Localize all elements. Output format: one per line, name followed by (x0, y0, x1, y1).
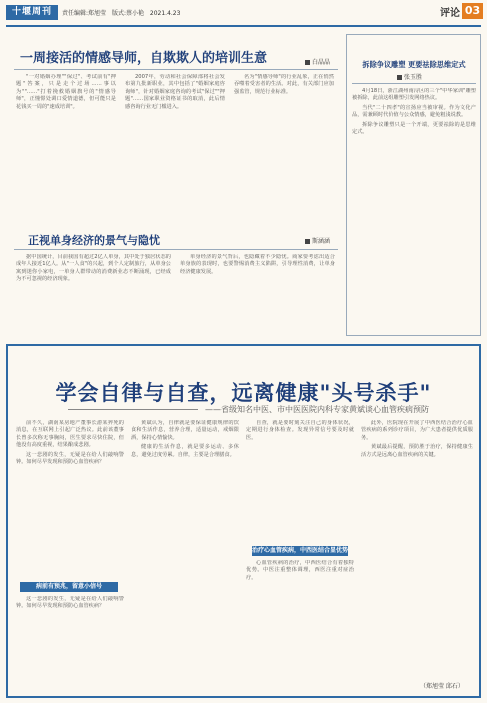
feature-subtitle: ——省级知名中医、市中医医院内科专家黄斌谈心血管疾病预防 (205, 405, 429, 414)
feature-byline: （郑旭莹 邱石） (420, 683, 464, 690)
article1-col3 (234, 74, 334, 222)
article1-para: 2007年，劳动和社会保障部将社会发布第九批新职业，其中包括了"婚姻家庭咨询师"，针对婚姻家庭咨询的考试"保过""押题"……国家职业资格证书的取消，此后情感咨询行业无门槛进入。 (125, 74, 225, 110)
feature-para: 黄斌最后提醒，预防胜于治疗，保持健康生活方式是远离心血管疾病的关键。 (361, 444, 473, 458)
article2-title-rule (14, 249, 338, 250)
feature-col1 (16, 420, 124, 580)
masthead (0, 0, 487, 24)
page-number: 03 (462, 3, 483, 19)
masthead-divider (6, 25, 481, 27)
article1-byline-text: 白晶晶 (312, 59, 331, 66)
article2-col1 (16, 254, 171, 338)
feature-para: 这一悲剧的发生，无疑是在给人们敲响警钟。如何尽早发现和预防心血管疾病？ (16, 451, 124, 466)
sidebar-byline-text: 张玉胜 (404, 74, 423, 81)
sidebar-title-rule (352, 83, 476, 84)
feature-para: 黄斌认为，自律就是要保证健康规律的饮食和生活作息，营养合理，适量运动，戒烟限酒，保持心情愉快。 (131, 420, 239, 441)
issue-date: 2021.4.23 (149, 10, 181, 17)
feature-title: 学会自律与自查，远离健康"头号杀手" (55, 381, 432, 405)
article2-byline-text: 斯涵涵 (312, 238, 331, 245)
feature-col2 (131, 420, 239, 692)
sidebar-para: 拆除争议雕塑只是一个开端，更要祛除的是思维定式。 (352, 121, 476, 136)
feature-para: 自查，就是要时刻关注自己的身体状况，定期进行身体检查。发现异常信号要及时就医。 (246, 420, 354, 441)
article2-byline (305, 236, 330, 245)
article1-col1 (16, 74, 116, 222)
section-name: 评论 (440, 8, 460, 19)
sidebar-title: 拆除争议雕塑 更要祛除思维定式 (362, 60, 466, 69)
feature-para: 心血管疾病的治疗，中西医结合有着独特优势。中医注重整体调理，西医注重对症治疗。 (246, 560, 354, 581)
article2-para: 单身经济的景气背后，也隐藏着不少隐忧。商家要考虑出适合单身族的表现时，也要警惕消费主义陷阱，引导理性消费，让单身经济健康发展。 (180, 254, 335, 275)
feature-col3-lower (246, 560, 354, 692)
article1-title-rule (14, 69, 338, 70)
article1-byline (305, 57, 330, 66)
issue-meta (62, 8, 184, 17)
article2-title: 正视单身经济的景气与隐忧 (28, 234, 160, 247)
byline-square-icon (305, 239, 310, 244)
feature-subtitle-rule (68, 409, 198, 410)
feature-crosshead-2: 治疗心血管疾病，中西医结合显优势 (252, 547, 349, 554)
byline-square-icon (305, 60, 310, 65)
article2-para: 据中国统计，目前我国有超过2亿人单身，其中处于独居状态的成年人接近1亿人。从"一人食"的兴起，到个人定制旅行，从单身公寓到迷你小家电，一单身人群带动的消费新业态不断涌现，已经成为不可忽视的经济现象。 (16, 254, 171, 283)
article1-title: 一周接活的情感导师，自欺欺人的培训生意 (20, 51, 268, 66)
editor-credit: 责任编辑:郑旭莹 (62, 10, 107, 17)
paper-logo: 十堰周刊 (6, 5, 58, 20)
article1-para: "一对婚姻办理""保过"、考试前有"押题"答案，只是走个过场……事以为""……"打着挽救婚姻旗号的"情感导师"，正憧憬处调口爱情道德，但可能只是花钱买一周的"速成培训"。 (16, 74, 116, 110)
sidebar-body (352, 88, 476, 332)
feature-col4 (361, 420, 473, 676)
feature-para: 前不久，湖南某房地产董事长游某猝死的消息，在互联网上引起广泛热议。此前该董事长曾多次称无事胸闷，医生要求尽快住院，但他没有高度重视，结果酿成悲剧。 (16, 420, 124, 449)
designer-credit: 版式:蔡小艳 (111, 10, 144, 17)
sidebar-byline (397, 72, 422, 81)
feature-col1-lower (16, 596, 124, 692)
feature-crosshead-1: 病前有预兆，留意小信号 (20, 582, 118, 592)
article1-col2 (125, 74, 225, 222)
byline-square-icon (397, 75, 402, 80)
feature-col3 (246, 420, 354, 544)
feature-para: 这一悲剧的发生，无疑是在给人们敲响警钟。如何尽早发现和预防心血管疾病？ (16, 596, 124, 610)
sidebar-para: 当代"二十四孝"的宣扬应当被审视。作为文化产品，需兼顾时代价值与公众情感，避免粗浅说教。 (352, 104, 476, 119)
sidebar-para: 4月18日，浙江湖州南浔区的三个"中华家训"雕塑被拆除，此前这组雕塑引发网络热议。 (352, 88, 476, 102)
article1-para: 名为"情感导师"的行业乱象，正在悄然吞噬着受害者的生活。对此，有关部门应加强监管，规范行业标准。 (234, 74, 334, 95)
article2-col2 (180, 254, 335, 338)
feature-para: 此外，医院现在开展了中西医结合治疗心血管疾病的系列诊疗项目，为广大患者提供优质服务。 (361, 420, 473, 441)
feature-para: 健康的生活作息，就是要多运动、多休息，避免过度劳累。自律，主要是合理膳食。 (131, 444, 239, 458)
